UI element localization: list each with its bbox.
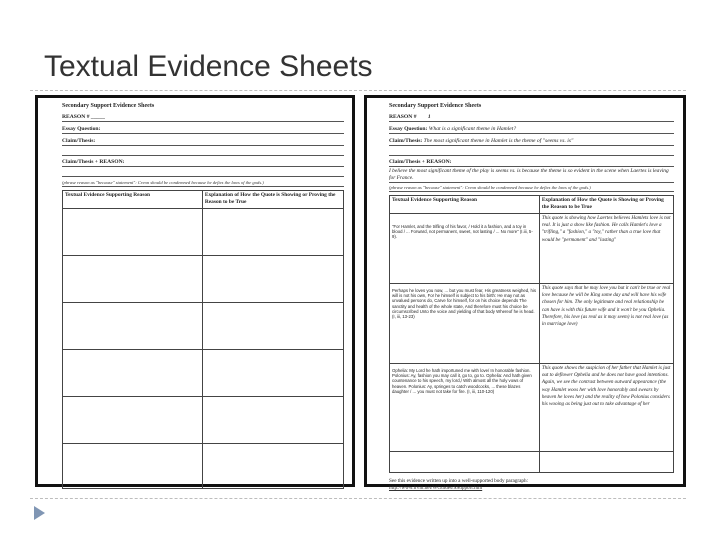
evidence-table [389, 195, 674, 473]
claim-reason-value: I believe the most significant theme of the play is seems vs. is because the theme is so evident in the scene when Laertes is leaving for France. [389, 168, 674, 183]
reason-number-value: 1 [427, 114, 431, 120]
table-row [63, 397, 344, 444]
table-row [63, 256, 344, 303]
essay-question-line: Essay Question: [62, 126, 344, 134]
table-row [63, 303, 344, 350]
filled-evidence-sheet [364, 95, 686, 491]
evidence-explanation: This quote is showing how Laertes believes Hamlets love is not real. It is just a show like fashion. He calls Hamlet's love a "trifling," a "fashion," a "toy," rather than a true love that would be "permanent" and "lasting" [539, 214, 673, 284]
essay-question-value: What is a significant theme in Hamlet? [428, 126, 517, 132]
next-slide-arrow-icon[interactable] [34, 506, 45, 520]
claim-thesis-line: Claim/Thesis: The most significant theme in Hamlet is the theme of "seems vs. is" [389, 138, 674, 146]
top-divider [30, 90, 686, 91]
table-row [63, 444, 344, 489]
table-row [390, 452, 674, 473]
sheet-heading: Secondary Support Evidence Sheets [62, 103, 155, 109]
slide-title: Textual Evidence Sheets [44, 50, 373, 83]
evidence-quote: Ophelia: My Lord he hath importuned me with love/ In honorable fashion. Polonius: Ay, fashion you may call it, go to, go to. Ophelia: And hath given countenance to his speech, my lord,/ With almost all the holy vows of heaven. Polonius: Ay, springes to catch woodcocks, ... these blazes daughter / ... you must not take for fire. (I, iii, 110-120) [390, 364, 540, 452]
sheet-footer [389, 478, 674, 492]
table-row [390, 214, 674, 284]
col-header-evidence: Textual Evidence Supporting Reason [63, 191, 203, 209]
bottom-divider [30, 498, 686, 499]
phrase-hint: (phrase reason as "because" statement": Creon should be condemned because he defies the laws of the gods.) [62, 180, 344, 187]
reason-number-line: REASON # _____ [62, 114, 344, 122]
reason-number-line: REASON # 1 [389, 114, 674, 122]
evidence-explanation: This quote says that he may love you but it can't be true or real love because he will be King some day and will have his wife chosen for him. The only legitimate and real relationship he can have is with this future wife and it won't be you Ophelia. Therefore, his love (as real as it may seem) is not real love (as in marriage love) [539, 284, 673, 364]
claim-reason-line: Claim/Thesis + REASON: [62, 159, 344, 167]
evidence-quote: Perhaps he loves you now, ... but you must fear, His greatness weighed, his will is not his own, For he himself is subject to his birth: He may not as unvalued persons do, Carve for himself, for on his choice depends The sanctity and health of the whole state, And therefore must his choice be circumscribed Unto the voice and yielding of that body Whereof he is head. (I, iii, 13-23) [390, 284, 540, 364]
claim-reason-line: Claim/Thesis + REASON: [389, 159, 674, 167]
table-row [390, 364, 674, 452]
sheet-heading: Secondary Support Evidence Sheets [389, 103, 482, 109]
blank-line [62, 150, 344, 156]
col-header-evidence: Textual Evidence Supporting Reason [390, 196, 540, 214]
table-row [63, 350, 344, 397]
col-header-explanation: Explanation of How the Quote is Showing or Proving the Reason to be True [539, 196, 673, 214]
table-row [390, 284, 674, 364]
claim-thesis-line: Claim/Thesis: [62, 138, 344, 146]
evidence-quote: "For Hamlet, and the trifling of his favor, / Hold it a fashion, and a toy in blood / ... Forward, not permanent, sweet, not lasting / ... No more" (I.iii, 5-9). [390, 214, 540, 284]
claim-thesis-value: The most significant theme in Hamlet is the theme of "seems vs. is" [423, 138, 574, 144]
evidence-explanation: This quote shows the suspicion of her father that Hamlet is just out to deflower Ophelia and he does not have good intentions. Again, we see the contrast between outward appearance (the way Hamlet woos her with love honorably and swears by heaven he loves her) and the reality of how Polonius considers his wooing as being just out to take advantage of her [539, 364, 673, 452]
phrase-hint: (phrase reason as "because" statement": Creon should be condemned because he defies the laws of the gods.) [389, 185, 674, 192]
evidence-table [62, 190, 344, 489]
essay-question-line: Essay Question: What is a significant theme in Hamlet? [389, 126, 674, 134]
col-header-explanation: Explanation of How the Quote is Showing or Proving the Reason to be True [202, 191, 343, 209]
blank-line [62, 171, 344, 177]
footer-text: See this evidence written up into a well-supported body paragraph: [389, 478, 529, 484]
blank-evidence-sheet [35, 95, 355, 487]
footer-link[interactable]: http://www.lrvin.net/WGuides/SSupport.htm [389, 485, 483, 491]
blank-line [389, 150, 674, 156]
table-row [63, 209, 344, 256]
